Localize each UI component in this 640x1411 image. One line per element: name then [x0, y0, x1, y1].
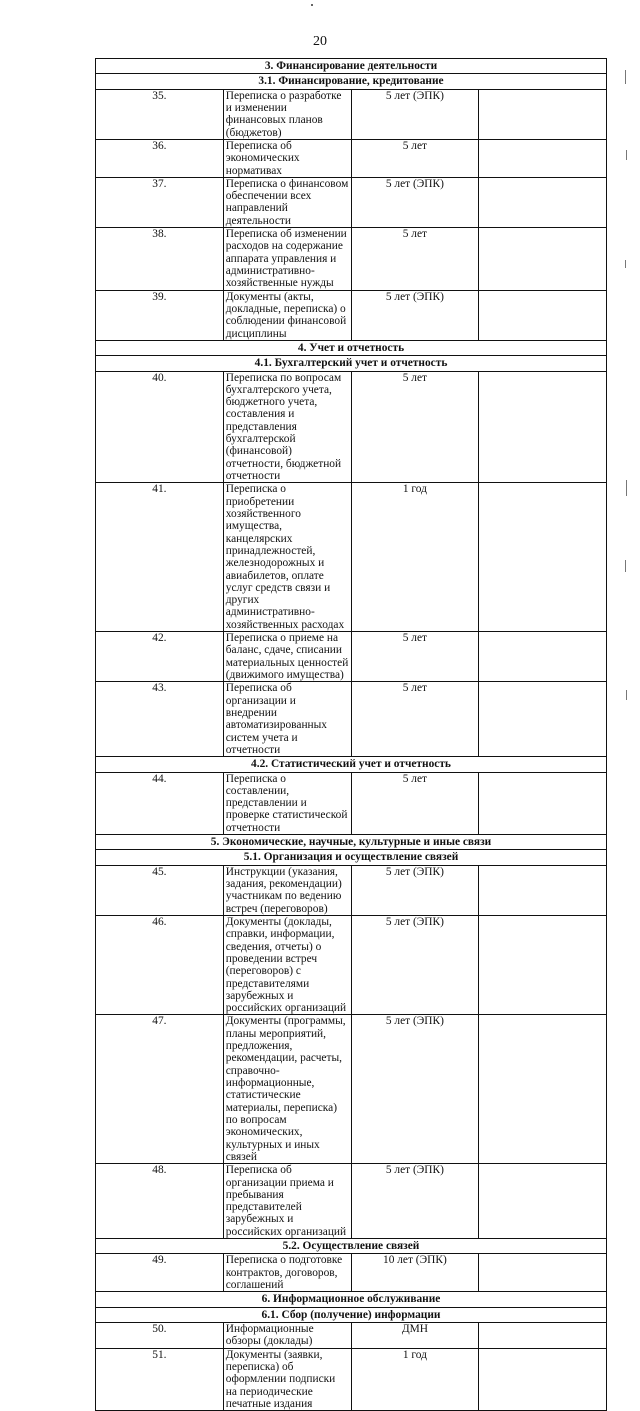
section-heading-row	[96, 850, 607, 865]
item-title: Переписка об экономических нормативах	[223, 139, 351, 177]
item-number: 43.	[96, 682, 224, 757]
table-row	[96, 865, 607, 915]
item-title: Переписка по вопросам бухгалтерского учета, бюджетного учета, составления и представления бухгалтерской (финансовой) отчетности, бюджетной отчетности	[223, 371, 351, 483]
item-note	[479, 1322, 607, 1348]
item-title: Переписка о разработке и изменении финансовых планов (бюджетов)	[223, 89, 351, 139]
records-retention-table	[95, 58, 607, 1411]
retention-period: 10 лет (ЭПК)	[351, 1254, 479, 1292]
retention-period: 5 лет	[351, 632, 479, 682]
table-row	[96, 177, 607, 227]
table-row	[96, 371, 607, 483]
retention-period: 1 год	[351, 483, 479, 632]
retention-period: 5 лет	[351, 228, 479, 291]
item-note	[479, 1164, 607, 1239]
table-row	[96, 139, 607, 177]
table-row	[96, 1164, 607, 1239]
section-heading-row	[96, 356, 607, 371]
table-row	[96, 1322, 607, 1348]
item-number: 49.	[96, 1254, 224, 1292]
scan-mark	[626, 690, 627, 700]
item-title: Переписка об организации и внедрении автоматизированных систем учета и отчетности	[223, 682, 351, 757]
section-heading: 4. Учет и отчетность	[96, 340, 607, 355]
item-number: 51.	[96, 1348, 224, 1411]
scan-mark	[625, 560, 626, 572]
section-heading-row	[96, 1307, 607, 1322]
item-number: 41.	[96, 483, 224, 632]
item-note	[479, 1348, 607, 1411]
item-note	[479, 865, 607, 915]
table-row	[96, 1015, 607, 1164]
section-heading: 3.1. Финансирование, кредитование	[96, 74, 607, 89]
section-heading: 4.1. Бухгалтерский учет и отчетность	[96, 356, 607, 371]
retention-period: 5 лет	[351, 682, 479, 757]
section-heading: 5.1. Организация и осуществление связей	[96, 850, 607, 865]
item-number: 39.	[96, 290, 224, 340]
item-note	[479, 772, 607, 835]
item-note	[479, 89, 607, 139]
section-heading: 3. Финансирование деятельности	[96, 59, 607, 74]
retention-period: 5 лет (ЭПК)	[351, 865, 479, 915]
item-note	[479, 483, 607, 632]
item-number: 35.	[96, 89, 224, 139]
section-heading-row	[96, 74, 607, 89]
item-title: Информационные обзоры (доклады)	[223, 1322, 351, 1348]
section-heading-row	[96, 835, 607, 850]
section-heading-row	[96, 59, 607, 74]
table-row	[96, 632, 607, 682]
retention-period: 5 лет	[351, 139, 479, 177]
retention-period: 5 лет (ЭПК)	[351, 290, 479, 340]
item-title: Переписка о подготовке контрактов, договоров, соглашений	[223, 1254, 351, 1292]
retention-period: 5 лет (ЭПК)	[351, 177, 479, 227]
item-number: 47.	[96, 1015, 224, 1164]
retention-period: 5 лет (ЭПК)	[351, 89, 479, 139]
item-title: Переписка о финансовом обеспечении всех направлений деятельности	[223, 177, 351, 227]
retention-period: 5 лет (ЭПК)	[351, 1164, 479, 1239]
item-number: 44.	[96, 772, 224, 835]
section-heading: 6.1. Сбор (получение) информации	[96, 1307, 607, 1322]
item-title: Переписка о приеме на баланс, сдаче, списании материальных ценностей (движимого имущества)	[223, 632, 351, 682]
item-note	[479, 682, 607, 757]
item-title: Документы (доклады, справки, информации, сведения, отчеты) о проведении встреч (переговоров) с представителями зарубежных и российских организаций	[223, 915, 351, 1015]
retention-period: 5 лет	[351, 772, 479, 835]
section-heading-row	[96, 340, 607, 355]
table-row	[96, 483, 607, 632]
item-note	[479, 228, 607, 291]
item-title: Документы (акты, докладные, переписка) о соблюдении финансовой дисциплины	[223, 290, 351, 340]
item-number: 46.	[96, 915, 224, 1015]
item-title: Переписка о приобретении хозяйственного имущества, канцелярских принадлежностей, железнодорожных и авиабилетов, оплате услуг средств связи и других административно-хозяйственных расходах	[223, 483, 351, 632]
item-number: 42.	[96, 632, 224, 682]
section-heading: 5. Экономические, научные, культурные и иные связи	[96, 835, 607, 850]
table-body	[96, 59, 607, 1411]
item-title: Инструкции (указания, задания, рекомендации) участникам по ведению встреч (переговоров)	[223, 865, 351, 915]
retention-period: 5 лет (ЭПК)	[351, 1015, 479, 1164]
item-note	[479, 290, 607, 340]
item-title: Переписка о составлении, представлении и проверке статистической отчетности	[223, 772, 351, 835]
item-note	[479, 177, 607, 227]
item-title: Переписка об изменении расходов на содержание аппарата управления и административно-хозяйственные нужды	[223, 228, 351, 291]
retention-period: ДМН	[351, 1322, 479, 1348]
section-heading: 4.2. Статистический учет и отчетность	[96, 757, 607, 772]
table-row	[96, 89, 607, 139]
section-heading: 6. Информационное обслуживание	[96, 1292, 607, 1307]
table-row	[96, 1254, 607, 1292]
scan-mark	[625, 70, 626, 84]
table-row	[96, 1348, 607, 1411]
item-number: 36.	[96, 139, 224, 177]
table-row	[96, 682, 607, 757]
scan-mark	[626, 480, 627, 496]
retention-period: 5 лет (ЭПК)	[351, 915, 479, 1015]
table-row	[96, 772, 607, 835]
section-heading-row	[96, 757, 607, 772]
item-title: Переписка об организации приема и пребывания представителей зарубежных и российских организаций	[223, 1164, 351, 1239]
item-note	[479, 632, 607, 682]
page-number: 20	[313, 34, 327, 49]
item-title: Документы (программы, планы мероприятий, предложения, рекомендации, расчеты, справочно-информационные, статистические материалы, переписка) по вопросам экономических, культурных и иных связей	[223, 1015, 351, 1164]
scan-mark	[626, 150, 627, 160]
item-number: 38.	[96, 228, 224, 291]
item-number: 50.	[96, 1322, 224, 1348]
table-row	[96, 290, 607, 340]
item-note	[479, 1254, 607, 1292]
item-note	[479, 139, 607, 177]
item-note	[479, 371, 607, 483]
scan-dot	[311, 4, 313, 6]
table-row	[96, 915, 607, 1015]
table-row	[96, 228, 607, 291]
item-number: 48.	[96, 1164, 224, 1239]
section-heading: 5.2. Осуществление связей	[96, 1239, 607, 1254]
section-heading-row	[96, 1239, 607, 1254]
item-note	[479, 915, 607, 1015]
item-number: 45.	[96, 865, 224, 915]
retention-period: 1 год	[351, 1348, 479, 1411]
scan-mark	[625, 260, 626, 268]
item-note	[479, 1015, 607, 1164]
retention-period: 5 лет	[351, 371, 479, 483]
item-number: 40.	[96, 371, 224, 483]
item-number: 37.	[96, 177, 224, 227]
item-title: Документы (заявки, переписка) об оформлении подписки на периодические печатные издания	[223, 1348, 351, 1411]
section-heading-row	[96, 1292, 607, 1307]
